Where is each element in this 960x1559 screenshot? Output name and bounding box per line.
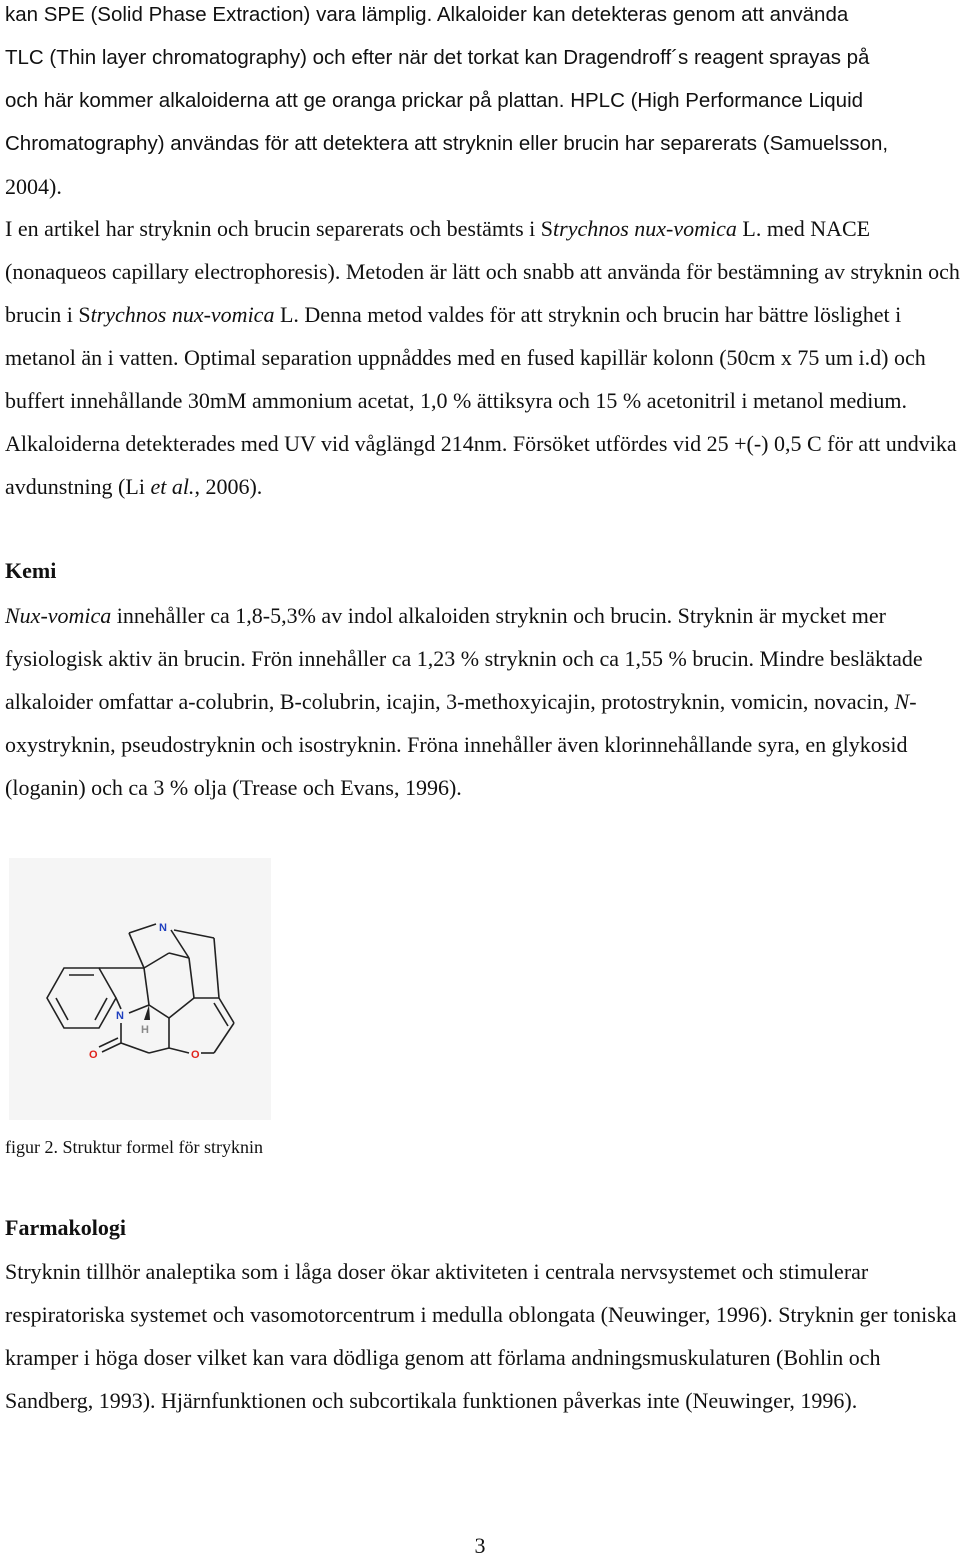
- bond: [214, 1023, 234, 1053]
- kemi-n-prefix: N: [894, 689, 910, 714]
- bond: [149, 1048, 169, 1053]
- bond: [189, 958, 194, 998]
- article-text-1: I en artikel har stryknin och brucin separerats och bestämts i S: [5, 216, 554, 241]
- alkene-double-bond: [214, 1003, 228, 1026]
- intro-line-2: TLC (Thin layer chromatography) och efter när det torkat kan Dragendroff´s reagent sprayas på: [5, 46, 870, 69]
- intro-line-3: och här kommer alkaloiderna att ge oranga prickar på plattan. HPLC (High Performance Liquid: [5, 89, 864, 112]
- bond: [144, 968, 149, 1005]
- bond: [169, 1048, 189, 1053]
- alkene-bond: [219, 998, 234, 1023]
- kemi-heading: Kemi: [5, 558, 57, 583]
- farmakologi-paragraph: Stryknin tillhör analeptika som i låga doser ökar aktiviteten i centrala nervsystemet och stimulerar respiratoriska systemet och vasomotorcentrum i medulla oblongata (Neuwinger, 1996). Stryknin ger toniska kramper i höga doser vilket kan vara dödliga genom att förlama andningsmuskulaturen (Bohlin och Sandberg, 1993). Hjärnfunktionen och subcortikala funktionen påverkas inte (Neuwinger, 1996).: [5, 1259, 957, 1413]
- bond: [116, 998, 121, 1009]
- article-text-4: , 2006).: [194, 474, 263, 499]
- farmakologi-heading: Farmakologi: [5, 1215, 126, 1240]
- kemi-paragraph: [5, 594, 960, 809]
- strychnine-structure-figure: [9, 858, 271, 1120]
- figure-caption: figur 2. Struktur formel för stryknin: [5, 1137, 263, 1157]
- bond: [144, 953, 169, 968]
- kemi-text-2: -oxystryknin, pseudostryknin och isostryknin. Fröna innehåller även klorinnehållande syra, en glykosid (loganin) och ca 3 % olja (Trease och Evans, 1996).: [5, 689, 917, 800]
- article-text-2: L. med NACE (nonaqueos capillary electrophoresis). Metoden är lätt och snabb att använda för bestämning av stryknin och brucin i S: [5, 216, 960, 327]
- atom-h: H: [141, 1024, 149, 1036]
- atom-n-bottom: N: [116, 1010, 124, 1022]
- kemi-species: Nux-vomica: [5, 603, 112, 628]
- bond: [214, 938, 219, 998]
- bond: [129, 933, 144, 968]
- bond: [174, 930, 214, 938]
- page-number: 3: [474, 1533, 486, 1558]
- bond: [121, 1043, 149, 1053]
- bond: [129, 924, 156, 933]
- article-paragraph: [5, 207, 960, 508]
- strychnine-structure-svg: [9, 858, 271, 1120]
- kemi-text-1: innehåller ca 1,8-5,3% av indol alkaloiden stryknin och brucin. Stryknin är mycket mer fysiologisk aktiv än brucin. Frön innehåller ca 1,23 % stryknin och ca 1,55 % brucin. Mindre besläktade alkaloider omfattar a-colubrin, B-colubrin, icajin, 3-methoxyicajin, protostryknin, vomicin, novacin,: [5, 603, 923, 714]
- benzene-ring: [47, 968, 116, 1028]
- article-species-1: trychnos nux-vomica: [553, 216, 737, 241]
- intro-line-5: 2004).: [5, 174, 62, 199]
- bond: [129, 1005, 149, 1013]
- bond: [149, 1005, 169, 1018]
- article-text-3: L. Denna metod valdes för att stryknin och brucin har bättre löslighet i metanol än i vatten. Optimal separation uppnåddes med en fused kapillär kolonn (50cm x 75 um i.d) och buffert innehållande 30mM ammonium acetat, 1,0 % ättiksyra och 15 % acetonitril i metanol medium. Alkaloiderna detekterades med UV vid våglängd 214nm. Försöket utfördes vid 25 +(-) 0,5 C för att undvika avdunstning (Li: [5, 302, 957, 499]
- atom-o-ring: O: [191, 1049, 200, 1061]
- article-etal: et al.: [150, 474, 195, 499]
- atom-n-top: N: [159, 922, 167, 934]
- intro-line-4: Chromatography) användas för att detektera att stryknin eller brucin har separerats (Samuelsson,: [5, 132, 889, 155]
- bond: [169, 998, 194, 1018]
- intro-line-1: kan SPE (Solid Phase Extraction) vara lämplig. Alkaloider kan detekteras genom att använda: [5, 3, 849, 26]
- atom-o-carbonyl: O: [89, 1049, 98, 1061]
- article-species-2: trychnos nux-vomica: [90, 302, 275, 327]
